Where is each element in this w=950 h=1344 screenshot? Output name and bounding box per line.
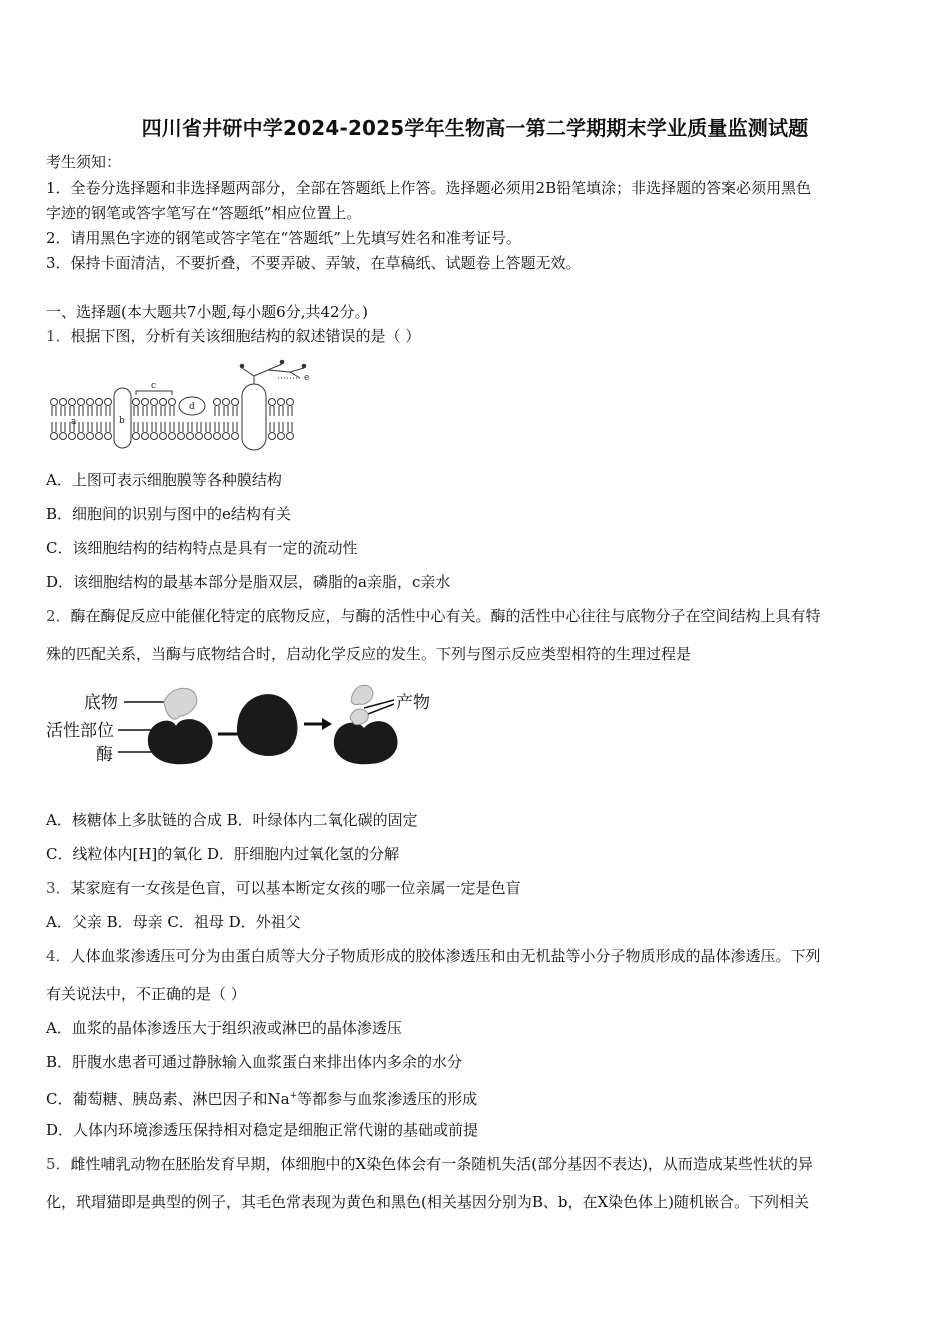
cell-membrane-figure	[46, 358, 316, 454]
bracket-c	[136, 391, 172, 395]
product-shape-2	[350, 709, 368, 724]
substrate-shape	[164, 688, 197, 719]
question-2-stem	[46, 606, 912, 626]
label-enzyme: 酶	[96, 745, 113, 765]
option-c	[46, 1086, 912, 1109]
option-c: C．该细胞结构的结构特点是具有一定的流动性	[46, 539, 358, 557]
label-b: b	[119, 416, 125, 426]
question-2-options-2: C．线粒体内[H]的氧化 D．肝细胞内过氧化氢的分解	[46, 845, 400, 863]
enzyme-shape-1	[148, 719, 213, 764]
question-2-options-1: A．核糖体上多肽链的合成 B．叶绿体内二氧化碳的固定	[46, 811, 418, 829]
notice-item: 字迹的钢笔或答字笔写在“答题纸”相应位置上。	[46, 204, 362, 222]
label-d: d	[189, 402, 195, 412]
question-5-stem	[46, 1154, 912, 1174]
protein-channel	[242, 384, 266, 450]
question-text: 根据下图，分析有关该细胞结构的叙述错误的是（ ）	[70, 327, 421, 345]
glycan-e	[242, 364, 304, 384]
superscript: +	[289, 1091, 298, 1101]
label-active-site: 活性部位	[46, 721, 114, 741]
label-substrate: 底物	[84, 693, 118, 713]
option-a: A．上图可表示细胞膜等各种膜结构	[46, 471, 282, 489]
enzyme-reaction-figure	[46, 676, 446, 771]
label-a: a	[71, 417, 77, 427]
enzyme-shape-2	[334, 721, 398, 764]
question-number: 4．	[46, 947, 71, 965]
notice-item: 3．保持卡面清洁，不要折叠，不要弄破、弄皱，在草稿纸、试题卷上答题无效。	[46, 254, 581, 272]
notice-item: 1．全卷分选择题和非选择题两部分，全部在答题纸上作答。选择题必须用2B铅笔填涂；非选择题的答案必须用黑色	[46, 179, 812, 197]
complex-shape	[237, 694, 297, 756]
question-3-stem	[46, 878, 912, 898]
question-number: 5．	[46, 1155, 71, 1173]
question-1-stem	[46, 326, 912, 346]
question-text: 某家庭有一女孩是色盲，可以基本断定女孩的哪一位亲属一定是色盲	[70, 879, 521, 897]
page-title: 四川省井研中学2024-2025学年生物高一第二学期期末学业质量监测试题	[141, 116, 809, 140]
question-number: 3．	[46, 879, 71, 897]
label-e: e	[304, 373, 310, 383]
question-text: 雌性哺乳动物在胚胎发育早期，体细胞中的X染色体会有一条随机失活(部分基因不表达)，从而造成某些性状的异	[70, 1155, 813, 1173]
option-c-text-end: 等都参与血浆渗透压的形成	[297, 1090, 478, 1108]
option-a: A．血浆的晶体渗透压大于组织液或淋巴的晶体渗透压	[46, 1019, 402, 1037]
option-b: B．细胞间的识别与图中的e结构有关	[46, 505, 291, 523]
question-3-options: A．父亲 B．母亲 C．祖母 D．外祖父	[46, 913, 301, 931]
question-4-stem-cont: 有关说法中，不正确的是（ ）	[46, 985, 246, 1003]
question-4-stem	[46, 946, 912, 966]
product-shape-1	[351, 685, 373, 704]
notice-item: 2．请用黑色字迹的钢笔或答字笔在“答题纸”上先填写姓名和准考证号。	[46, 229, 521, 247]
question-5-stem-cont: 化，玳瑁猫即是典型的例子，其毛色常表现为黄色和黑色(相关基因分别为B、b，在X染色体上)随机嵌合。下列相关	[46, 1193, 810, 1211]
option-d: D．该细胞结构的最基本部分是脂双层，磷脂的a亲脂，c亲水	[46, 573, 451, 591]
option-d: D．人体内环境渗透压保持相对稳定是细胞正常代谢的基础或前提	[46, 1121, 479, 1139]
label-product: 产物	[396, 693, 430, 713]
question-2-stem-cont: 殊的匹配关系，当酶与底物结合时，启动化学反应的发生。下列与图示反应类型相符的生理过程是	[46, 645, 692, 663]
option-c-text: C．葡萄糖、胰岛素、淋巴因子和Na	[46, 1090, 290, 1108]
label-c: c	[151, 381, 157, 391]
question-text: 酶在酶促反应中能催化特定的底物反应，与酶的活性中心有关。酶的活性中心往往与底物分子在空间结构上具有特	[70, 607, 821, 625]
question-number: 2．	[46, 607, 71, 625]
question-number: 1．	[46, 327, 71, 345]
option-b: B．肝腹水患者可通过静脉输入血浆蛋白来排出体内多余的水分	[46, 1053, 463, 1071]
notice-heading: 考生须知：	[46, 153, 122, 171]
question-text: 人体血浆渗透压可分为由蛋白质等大分子物质形成的胶体渗透压和由无机盐等小分子物质形成的晶体渗透压。下列	[70, 947, 821, 965]
section-heading: 一、选择题(本大题共7小题,每小题6分,共42分。)	[46, 303, 368, 321]
